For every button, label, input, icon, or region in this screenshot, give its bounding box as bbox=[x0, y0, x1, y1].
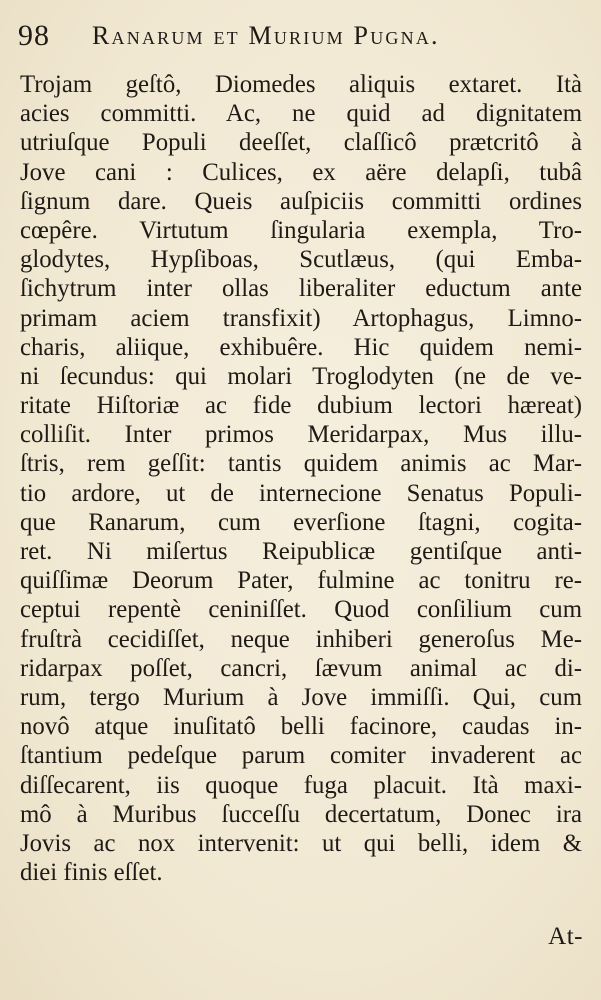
text-line: rum, tergo Murium à Jove immiſſi. Qui, cum bbox=[20, 683, 582, 711]
text-line: ni ſecundus: qui molari Troglodyten (ne de ve- bbox=[20, 362, 582, 390]
text-line: Jove cani : Culices, ex aëre delapſi, tubâ bbox=[20, 158, 582, 186]
text-line: diſſecarent, iis quoque fuga placuit. Ità maxi- bbox=[20, 771, 582, 799]
text-line: quiſſimæ Deorum Pater, fulmine ac tonitru re- bbox=[20, 567, 582, 595]
text-line: fruſtrà cecidiſſet, neque inhiberi generoſus Me- bbox=[20, 625, 582, 653]
text-line: glodytes, Hypſiboas, Scutlæus, (qui Emba- bbox=[20, 246, 582, 274]
text-line: tio ardore, ut de internecione Senatus Populi- bbox=[20, 479, 582, 507]
text-line: ſignum dare. Queis auſpiciis committi ordines bbox=[20, 187, 582, 215]
text-line: utriuſque Populi deeſſet, claſſicô prætcritô à bbox=[20, 129, 582, 157]
text-line: primam aciem transfixit) Artophagus, Limno- bbox=[20, 304, 582, 332]
text-line: charis, aliique, exhibuêre. Hic quidem nemi- bbox=[20, 333, 582, 361]
page-number: 98 bbox=[18, 19, 50, 52]
text-line: ceptui repentè ceniniſſet. Quod conſilium cum bbox=[20, 596, 582, 624]
text-line: Trojam geſtô, Diomedes aliquis extaret. Ità bbox=[20, 71, 582, 98]
text-line: ritate Hiſtoriæ ac fide dubium lectori hæreat) bbox=[20, 392, 582, 420]
text-line: colliſit. Inter primos Meridarpax, Mus illu- bbox=[20, 421, 582, 449]
text-line: que Ranarum, cum everſione ſtagni, cogita- bbox=[20, 508, 582, 536]
text-line: ſichytrum inter ollas liberaliter eductum ante bbox=[20, 275, 582, 303]
page-header bbox=[18, 18, 581, 54]
body-text bbox=[20, 70, 582, 887]
text-line: cœpêre. Virtutum ſingularia exempla, Tro- bbox=[20, 216, 582, 244]
running-head: Ranarum et Murium Pugna. bbox=[92, 21, 440, 50]
text-line: ret. Ni miſertus Reipublicæ gentiſque anti- bbox=[20, 538, 582, 565]
text-line: mô à Muribus ſucceſſu decertatum, Donec ira bbox=[20, 800, 582, 828]
text-line: diei finis eſſet. bbox=[20, 859, 163, 887]
text-line: ſtantium pedeſque parum comiter invaderent ac bbox=[20, 742, 582, 770]
text-line: ſtris, rem geſſit: tantis quidem animis ac Mar- bbox=[20, 450, 582, 478]
text-line: novô atque inuſitatô belli facinore, caudas in- bbox=[20, 713, 582, 741]
text-line: Jovis ac nox intervenit: ut qui belli, idem & bbox=[20, 829, 582, 857]
catchword: At- bbox=[548, 923, 583, 950]
text-line: ridarpax poſſet, cancri, ſævum animal ac di- bbox=[20, 654, 582, 682]
text-line: acies committi. Ac, ne quid ad dignitatem bbox=[20, 100, 582, 128]
